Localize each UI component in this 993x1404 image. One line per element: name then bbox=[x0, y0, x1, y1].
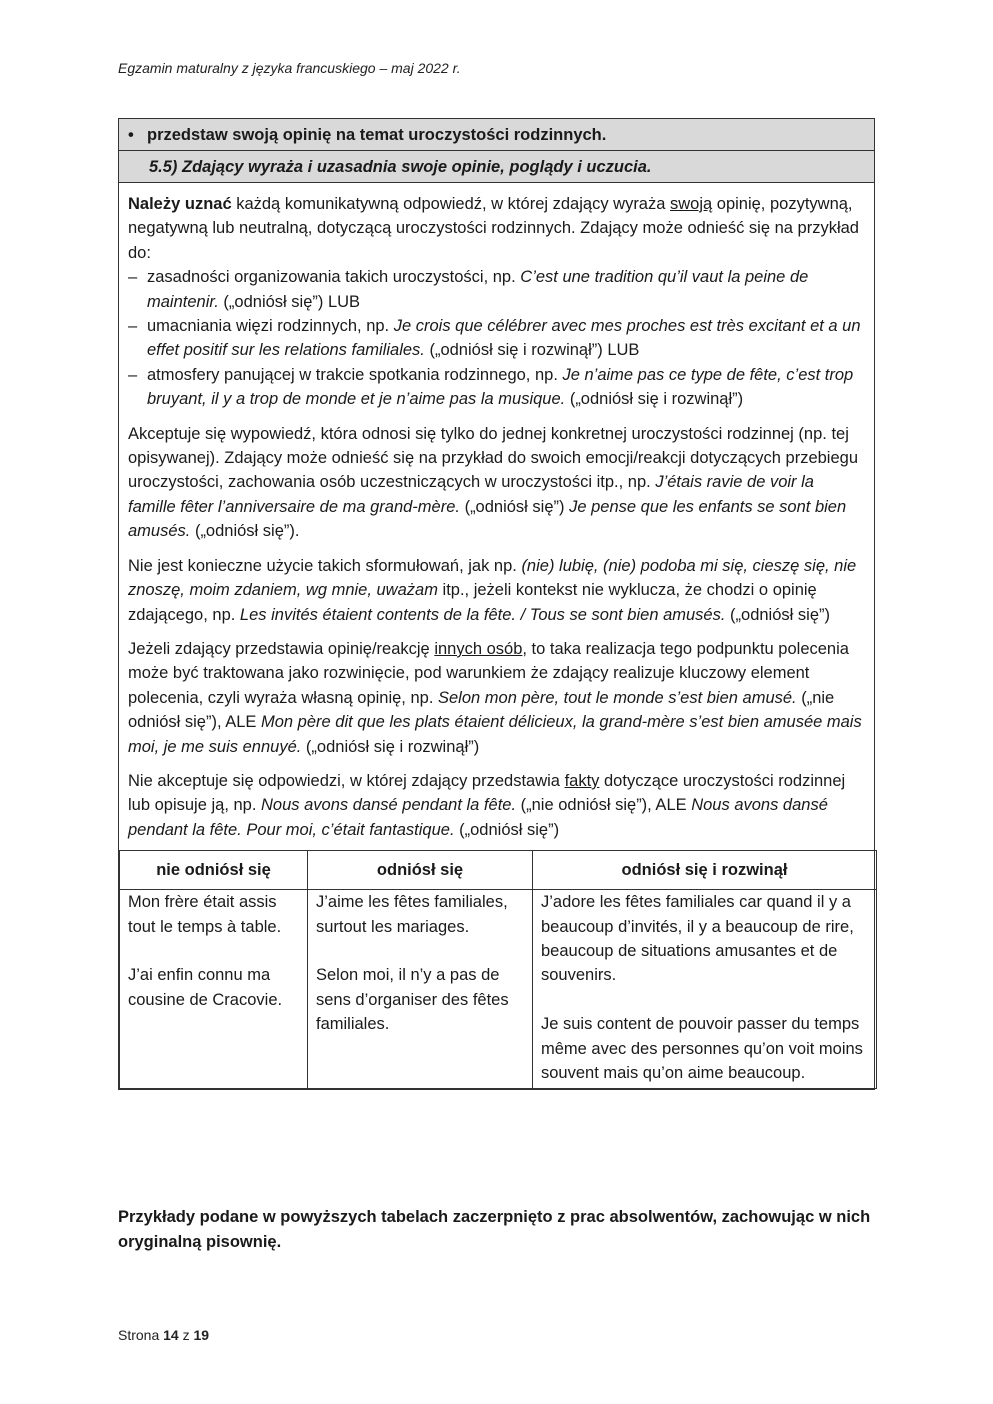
underlined-word: swoją bbox=[670, 195, 713, 213]
text-run: zasadności organizowania takich uroczystości, np. bbox=[147, 268, 521, 287]
french-example: Je pense que les enfants se sont bien amusés. bbox=[128, 497, 847, 541]
list-item bbox=[128, 265, 865, 314]
text-run: („odniósł się”). bbox=[190, 522, 300, 541]
example-text: J’aime les fêtes familiales, surtout les mariages. bbox=[316, 893, 508, 936]
examples-table bbox=[119, 850, 877, 1089]
page-total: 19 bbox=[193, 1327, 210, 1343]
polish-phrases: (nie) lubię, (nie) podoba mi się, cieszę się, nie znoszę, moim zdaniem, wg mnie, uważam bbox=[128, 556, 857, 600]
column-header: odniósł się i rozwinął bbox=[533, 851, 877, 890]
french-example: Nous avons dansé pendant la fête. bbox=[261, 796, 517, 815]
table-header-row bbox=[120, 851, 877, 890]
scoring-box bbox=[118, 118, 875, 1090]
text-run: dotyczące uroczystości rodzinnej lub opisuje ją, np. bbox=[128, 771, 846, 815]
text-run: Jeżeli zdający przedstawia opinię/reakcję bbox=[128, 639, 435, 658]
paragraph-facts bbox=[128, 769, 865, 842]
table-cell bbox=[533, 890, 877, 1089]
page-number bbox=[118, 1327, 209, 1343]
text-run: („odniósł się”) LUB bbox=[218, 292, 361, 311]
paragraph-phrases bbox=[128, 554, 865, 627]
text-run: („odniósł się”) bbox=[454, 820, 560, 839]
text-run: Nie jest konieczne użycie takich sformułowań, jak np. bbox=[128, 556, 522, 575]
paragraph-accept bbox=[128, 192, 865, 265]
example-text: Mon frère était assis tout le temps à table. bbox=[128, 893, 282, 936]
text-run: opinię, pozytywną, negatywną lub neutralną, dotyczącą uroczystości rodzinnych. Zdający może odnieść się na przykład do: bbox=[128, 195, 859, 262]
page-separator: z bbox=[182, 1327, 190, 1343]
footer-note: Przykłady podane w powyższych tabelach zaczerpnięto z prac absolwentów, zachowując w nich oryginalną pisownię. bbox=[118, 1208, 871, 1251]
table-row bbox=[120, 890, 877, 1089]
task-point-row bbox=[119, 119, 874, 151]
underlined-word: fakty bbox=[564, 771, 600, 790]
french-example: Je n’aime pas ce type de fête, c’est trop bruyant, il y a trop de monde et je n’aime pas la musique. bbox=[147, 365, 854, 409]
dash-marker: – bbox=[128, 365, 138, 384]
page-label: Strona bbox=[118, 1327, 160, 1343]
example-list bbox=[128, 265, 865, 411]
french-example: Mon père dit que les plats étaient délicieux, la grand-mère s’est bien amusée mais moi, je me suis ennuyé. bbox=[128, 713, 862, 756]
list-item bbox=[128, 363, 865, 412]
column-header: nie odniósł się bbox=[120, 851, 308, 890]
example-text: Je suis content de pouvoir passer du temps même avec des personnes qu’on voit moins souvent mais qu’on aime beaucoup. bbox=[541, 1015, 863, 1082]
text-run: , to taka realizacja tego podpunktu polecenia może być traktowana jako rozwinięcie, pod warunkiem że zdający realizuje kluczowy element polecenia, czyli wyraża własną opinię, np. bbox=[128, 639, 849, 707]
dash-marker: – bbox=[128, 268, 138, 287]
bold-phrase: Należy uznać bbox=[128, 195, 232, 213]
text-run: („nie odniósł się”), ALE bbox=[516, 796, 692, 815]
french-example: C’est une tradition qu’il vaut la peine de maintenir. bbox=[147, 268, 809, 311]
example-text: Selon moi, il n’y a pas de sens d’organiser des fêtes familiales. bbox=[316, 966, 509, 1034]
text-run: („odniósł się i rozwinął”) bbox=[565, 390, 744, 409]
page-header: Egzamin maturalny z języka francuskiego – maj 2022 r. bbox=[118, 60, 461, 76]
example-text: J’adore les fêtes familiales car quand il y a beaucoup d’invités, il y a beaucoup de rire, beaucoup de situations amusantes et de souvenirs. bbox=[541, 893, 854, 985]
column-header: odniósł się bbox=[308, 851, 533, 890]
task-point: przedstaw swoją opinię na temat uroczystości rodzinnych. bbox=[147, 126, 607, 144]
text-run: („odniósł się”) bbox=[459, 497, 570, 516]
french-example: Nous avons dansé pendant la fête. Pour moi, c’était fantastique. bbox=[128, 796, 828, 839]
underlined-word: innych osób bbox=[434, 639, 523, 658]
example-text: J’ai enfin connu ma cousine de Cracovie. bbox=[128, 966, 283, 1009]
dash-marker: – bbox=[128, 317, 138, 336]
french-example: J’étais ravie de voir la famille fêter l’anniversaire de ma grand-mère. bbox=[128, 473, 814, 516]
french-example: Selon mon père, tout le monde s’est bien amusé. bbox=[438, 688, 797, 707]
paragraph-others-opinion bbox=[128, 637, 865, 759]
table-cell bbox=[308, 890, 533, 1089]
text-run: Akceptuje się wypowiedź, która odnosi się tylko do jednej konkretnej uroczystości rodzinnej (np. tej opisywanej). Zdający może odnieść się na przykład do swoich emocji/reakcji dotyczących przebiegu uroczystości, zachowania osób uczestniczących w uroczystości itp., np. bbox=[128, 424, 859, 492]
text-run: Nie akceptuje się odpowiedzi, w której zdający przedstawia bbox=[128, 771, 565, 790]
bullet-icon: • bbox=[128, 126, 134, 144]
text-run: („odniósł się”) bbox=[725, 605, 830, 624]
page-current: 14 bbox=[163, 1327, 179, 1343]
text-run: itp., jeżeli kontekst nie wyklucza, że chodzi o opinię zdającego, np. bbox=[128, 581, 817, 624]
french-example: Les invités étaient contents de la fête. / Tous se sont bien amusés. bbox=[239, 605, 726, 624]
instructions bbox=[119, 183, 874, 850]
text-run: umacniania więzi rodzinnych, np. bbox=[147, 317, 394, 336]
paragraph-single-event bbox=[128, 422, 865, 544]
text-run: każdą komunikatywną odpowiedź, w której zdający wyraża bbox=[231, 195, 670, 213]
text-run: („nie odniósł się”), ALE bbox=[128, 688, 835, 732]
text-run: („odniósł się i rozwinął”) LUB bbox=[424, 341, 640, 360]
french-example: Je crois que célébrer avec mes proches est très excitant et a un effet positif sur les relations familiales. bbox=[147, 317, 861, 360]
table-cell bbox=[120, 890, 308, 1089]
text-run: („odniósł się i rozwinął”) bbox=[301, 737, 480, 756]
text-run: atmosfery panującej w trakcie spotkania rodzinnego, np. bbox=[147, 365, 563, 384]
list-item bbox=[128, 314, 865, 363]
criterion-row: 5.5) Zdający wyraża i uzasadnia swoje opinie, poglądy i uczucia. bbox=[119, 151, 874, 183]
